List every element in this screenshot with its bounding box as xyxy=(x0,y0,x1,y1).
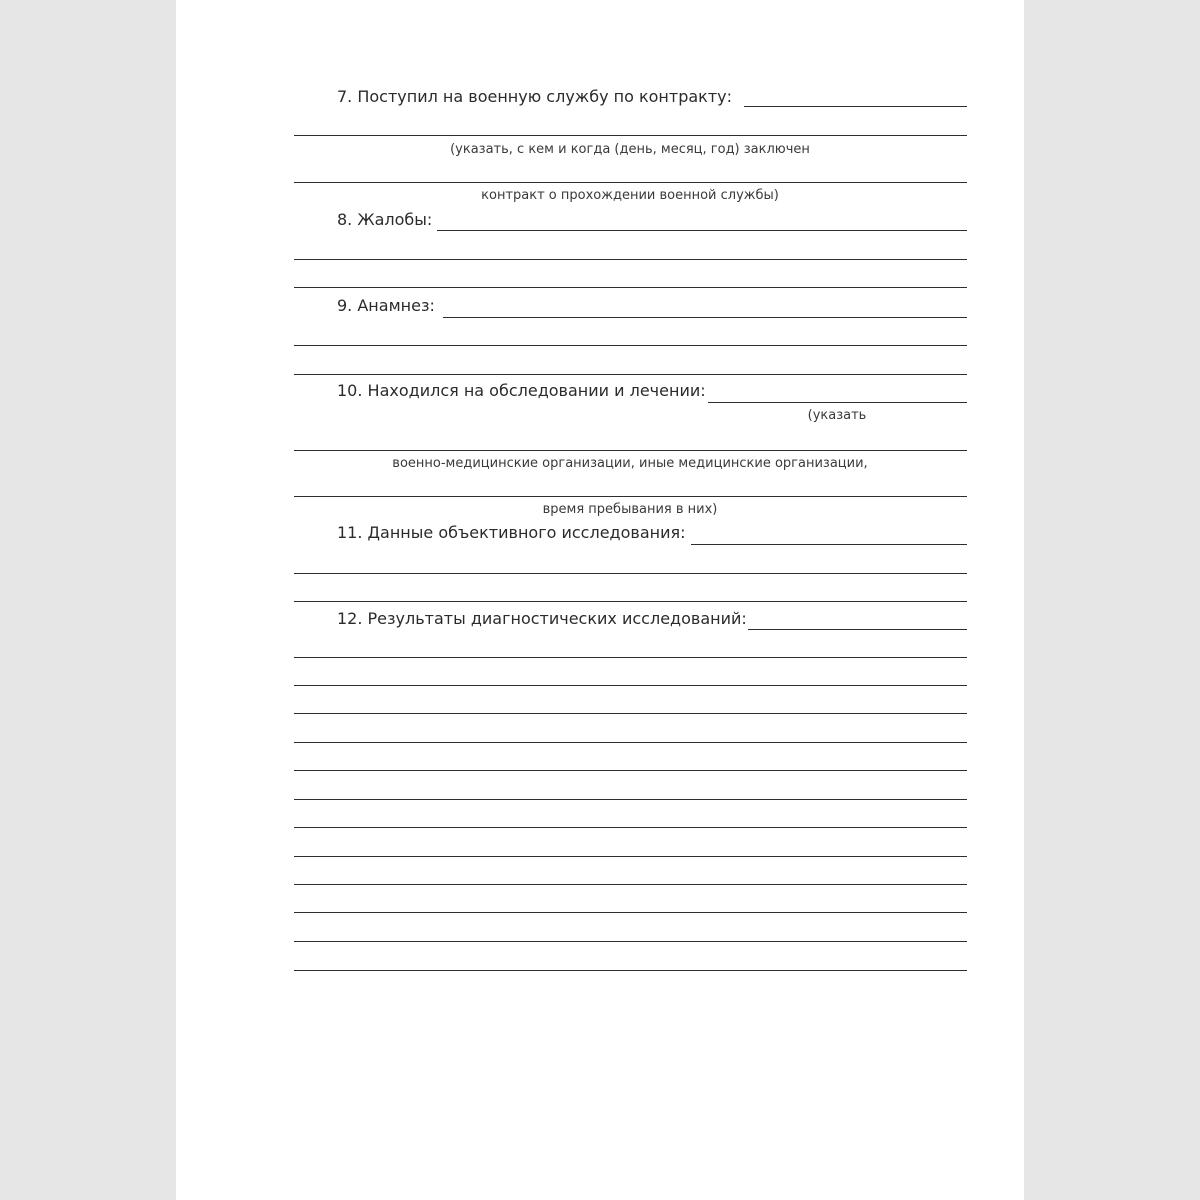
item11-label: 11. Данные объективного исследования: xyxy=(337,523,686,542)
item7-line[interactable] xyxy=(294,135,967,136)
item12-label: 12. Результаты диагностических исследований: xyxy=(337,609,747,628)
item12-line[interactable] xyxy=(294,742,967,743)
item8-line[interactable] xyxy=(294,259,967,260)
item10-hint-1: (указать xyxy=(807,408,867,423)
item12-line[interactable] xyxy=(294,884,967,885)
item12-line[interactable] xyxy=(294,685,967,686)
item9-line[interactable] xyxy=(294,345,967,346)
item12-line[interactable] xyxy=(294,856,967,857)
item8-line[interactable] xyxy=(294,287,967,288)
item10-line[interactable] xyxy=(294,496,967,497)
item12-line[interactable] xyxy=(294,941,967,942)
item8-field-line[interactable] xyxy=(437,230,967,231)
item10-hint-3: время пребывания в них) xyxy=(542,502,718,517)
item10-hint-2: военно-медицинские организации, иные медицинские организации, xyxy=(392,456,868,471)
item12-line[interactable] xyxy=(294,770,967,771)
item7-hint-1: (указать, с кем и когда (день, месяц, год) заключен xyxy=(450,142,810,157)
item7-field-line[interactable] xyxy=(744,106,967,107)
item12-line[interactable] xyxy=(294,827,967,828)
item9-line[interactable] xyxy=(294,374,967,375)
item9-field-line[interactable] xyxy=(443,317,967,318)
item12-line[interactable] xyxy=(294,657,967,658)
item12-field-line[interactable] xyxy=(748,629,967,630)
item12-line[interactable] xyxy=(294,970,967,971)
item12-line[interactable] xyxy=(294,912,967,913)
item7-hint-2: контракт о прохождении военной службы) xyxy=(481,188,779,203)
item11-line[interactable] xyxy=(294,573,967,574)
item7-line[interactable] xyxy=(294,182,967,183)
item11-line[interactable] xyxy=(294,601,967,602)
document-page xyxy=(176,0,1024,1200)
item8-label: 8. Жалобы: xyxy=(337,210,433,229)
item10-field-line[interactable] xyxy=(708,402,967,403)
item10-line[interactable] xyxy=(294,450,967,451)
item12-line[interactable] xyxy=(294,713,967,714)
item10-label: 10. Находился на обследовании и лечении: xyxy=(337,381,706,400)
item11-field-line[interactable] xyxy=(691,544,967,545)
item12-line[interactable] xyxy=(294,799,967,800)
item9-label: 9. Анамнез: xyxy=(337,296,435,315)
item7-label: 7. Поступил на военную службу по контракту: xyxy=(337,87,732,106)
